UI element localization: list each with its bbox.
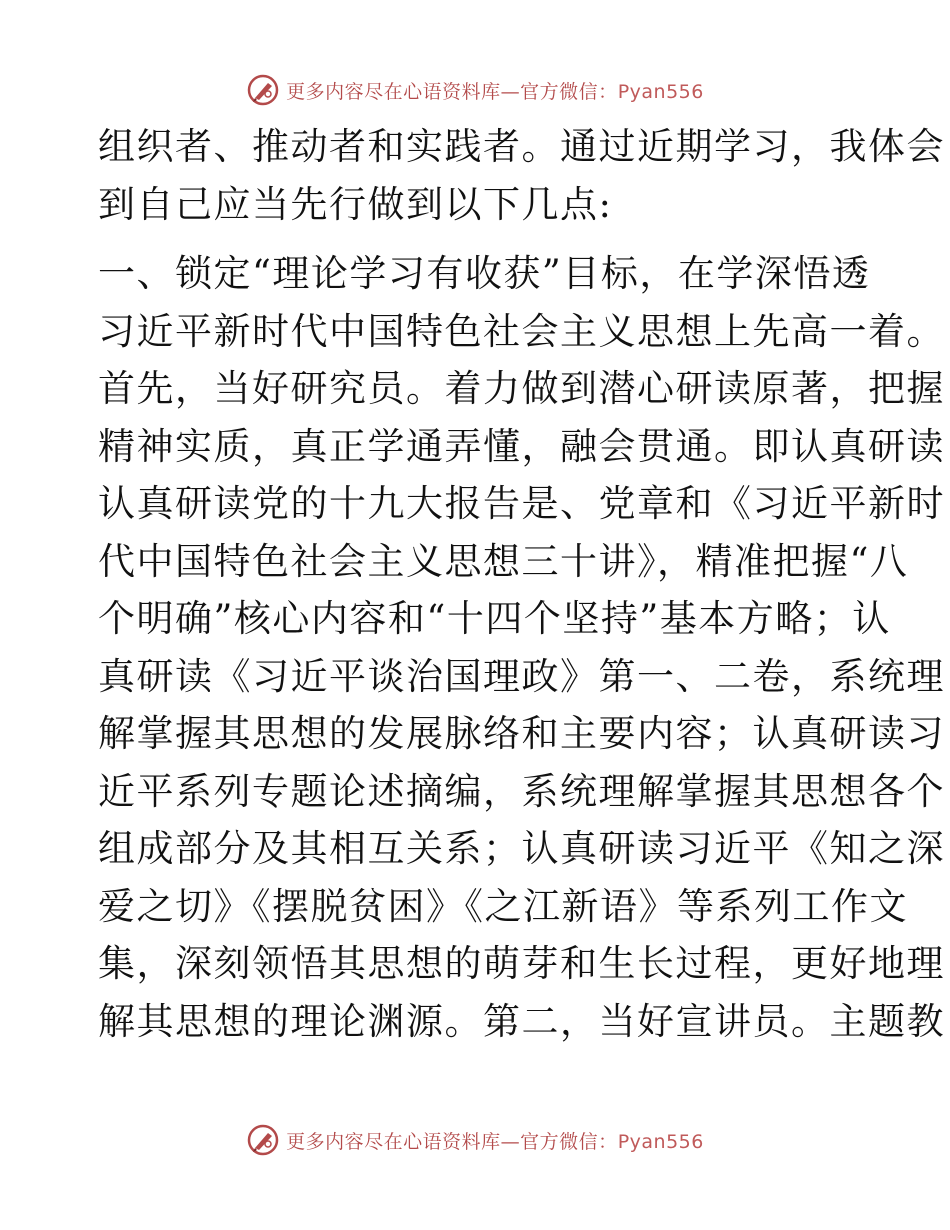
pen-logo-icon <box>246 73 280 107</box>
pen-logo-icon <box>246 1123 280 1157</box>
header-separator: — <box>500 80 521 103</box>
text-line: 一、锁定“理论学习有收获”目标，在学深悟透 <box>98 252 871 295</box>
text-line: 解掌握其思想的发展脉络和主要内容；认真研读习 <box>98 712 945 755</box>
text-line: 解其思想的理论渊源。第二，当好宣讲员。主题教 <box>98 999 945 1043</box>
text-line: 到自己应当先行做到以下几点: <box>98 182 613 226</box>
header-wechat-id: Pyan556 <box>617 80 704 103</box>
text-line: 认真研读党的十九大报告是、党章和《习近平新时 <box>98 482 945 525</box>
text-line: 组织者、推动者和实践者。通过近期学习，我体会 <box>98 125 945 168</box>
footer-banner <box>0 1120 950 1160</box>
text-line: 代中国特色社会主义思想三十讲》，精准把握“八 <box>98 539 909 583</box>
document-body <box>98 118 945 1050</box>
footer-slogan: 更多内容尽在心语资料库 <box>286 1130 501 1153</box>
text-line: 近平系列专题论述摘编，系统理解掌握其思想各个 <box>98 769 945 813</box>
text-line: 精神实质，真正学通弄懂，融会贯通。即认真研读 <box>98 424 945 468</box>
header-banner <box>0 70 950 110</box>
footer-wechat-label: 官方微信： <box>520 1130 618 1153</box>
header-wechat-label: 官方微信： <box>520 80 618 103</box>
text-line: 个明确”核心内容和“十四个坚持”基本方略；认 <box>98 597 891 640</box>
text-line: 首先，当好研究员。着力做到潜心研读原著，把握 <box>98 367 945 410</box>
text-line: 爱之切》《摆脱贫困》《之江新语》等系列工作文 <box>98 884 908 928</box>
text-line: 习近平新时代中国特色社会主义思想上先高一着。 <box>98 309 945 353</box>
header-slogan: 更多内容尽在心语资料库 <box>286 80 501 103</box>
header-banner-text <box>286 77 704 104</box>
footer-separator: — <box>500 1130 521 1153</box>
footer-banner-text <box>286 1127 704 1154</box>
text-line: 集，深刻领悟其思想的萌芽和生长过程，更好地理 <box>98 942 945 985</box>
footer-wechat-id: Pyan556 <box>617 1130 704 1153</box>
text-line: 真研读《习近平谈治国理政》第一、二卷，系统理 <box>98 654 945 698</box>
text-line: 组成部分及其相互关系；认真研读习近平《知之深 <box>98 827 945 870</box>
